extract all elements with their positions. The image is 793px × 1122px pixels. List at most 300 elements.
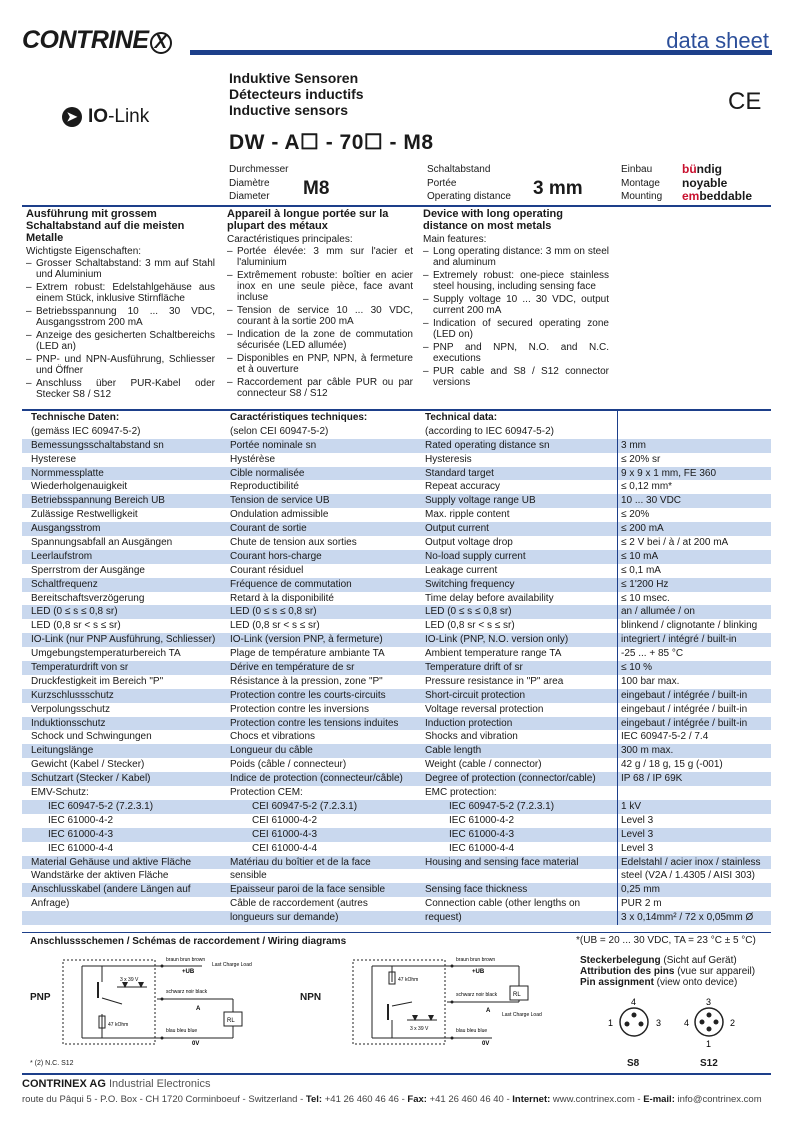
list-item: – PUR cable and S8 / S12 connector versions: [423, 366, 609, 388]
company-name: CONTRINEX AG: [22, 1078, 106, 1090]
ov-label: 0V: [192, 1041, 200, 1047]
table-cell: Output voltage drop: [425, 537, 513, 549]
list-item: – Disponibles en PNP, NPN, à fermeture et à ouverture: [227, 353, 413, 375]
table-cell: Bereitschaftsverzögerung: [31, 592, 145, 604]
table-cell: LED (0,8 sr < s ≤ sr): [425, 620, 515, 632]
pnp-diagram: [62, 952, 287, 1052]
table-cell: LED (0 ≤ s ≤ 0,8 sr): [230, 606, 317, 618]
npn-wire-brown-label: braun brun brown: [456, 957, 496, 963]
ce-mark: CE: [728, 88, 762, 115]
flush-de-b: ndig: [696, 162, 722, 176]
table-row: [22, 703, 771, 717]
divider-top: [22, 205, 771, 207]
features-en: [423, 208, 609, 390]
table-cell: CEI 61000-4-2: [252, 814, 318, 826]
zener-label: 3 x 39 V: [120, 977, 139, 983]
logo-x: X: [150, 32, 172, 54]
features-fr-title: Appareil à longue portée sur la plupart des métaux: [227, 208, 389, 232]
distance-labels: [427, 163, 511, 204]
table-cell: Induktionsschutz: [31, 717, 106, 729]
table-row: [22, 494, 771, 508]
list-item: – PNP and NPN, N.O. and N.C. executions: [423, 342, 609, 364]
table-row: [22, 522, 771, 536]
table-cell: EMC protection:: [425, 787, 497, 799]
table-cell: Degree of protection (connector/cable): [425, 773, 596, 785]
pins-de: Steckerbelegung: [580, 955, 661, 966]
title-en: Inductive sensors: [229, 102, 349, 118]
table-row: [22, 605, 771, 619]
table-row: [22, 647, 771, 661]
npn-a-label: A: [486, 1008, 491, 1014]
table-cell: steel (V2A / 1.4305 / AISI 303): [617, 869, 771, 883]
address: route du Pâqui 5 - P.O. Box - CH 1720 Corminboeuf - Switzerland -: [22, 1094, 306, 1105]
table-cell: 9 x 9 x 1 mm, FE 360: [617, 467, 771, 481]
table-cell: Tension de service UB: [230, 495, 330, 507]
table-cell: [22, 911, 226, 925]
pnp-label: PNP: [30, 992, 51, 1003]
table-cell: eingebaut / intégrée / built-in: [617, 717, 771, 731]
table-cell: Leitungslänge: [31, 745, 94, 757]
table-row: [22, 578, 771, 592]
table-cell: [617, 411, 771, 425]
company-logo: [22, 26, 172, 55]
distance-value: 3 mm: [533, 178, 583, 199]
list-item: – Tension de service 10 ... 30 VDC, courant à la sortie 200 mA: [227, 305, 413, 327]
pins-en: Pin assignment: [580, 977, 654, 988]
list-item: – Anzeige des gesicherten Schaltbereichs (LED an): [26, 330, 215, 352]
table-cell: blinkend / clignotante / blinking: [617, 619, 771, 633]
table-cell: Voltage reversal protection: [425, 703, 544, 715]
table-cell: Protection contre les courts-circuits: [230, 689, 386, 701]
table-cell: IEC 61000-4-2: [48, 814, 114, 826]
table-cell: (gemäss IEC 60947-5-2): [31, 425, 141, 437]
table-cell: 3 x 0,14mm² / 72 x 0,05mm Ø: [617, 911, 771, 925]
table-cell: Zulässige Restwelligkeit: [31, 509, 138, 521]
table-cell: Sensing face thickness: [425, 884, 528, 896]
npn-ov-label: 0V: [482, 1041, 490, 1047]
tel-label: Tel:: [305, 1094, 323, 1105]
table-cell: Indice de protection (connecteur/câble): [230, 773, 403, 785]
table-cell: IEC 60947-5-2 / 7.4: [617, 730, 771, 744]
flush-fr-b: noyable: [682, 175, 728, 190]
pin-assignment: [580, 955, 755, 988]
table-cell: Leerlaufstrom: [31, 550, 93, 562]
table-cell: CEI 60947-5-2 (7.2.3.1): [252, 800, 358, 812]
npn-load-label: Last Charge Load: [502, 1012, 542, 1018]
table-cell: Hysterese: [31, 453, 77, 465]
table-cell: CEI 61000-4-3: [252, 828, 318, 840]
distance-en: Operating distance: [427, 191, 511, 202]
diameter-de: Durchmesser: [229, 164, 289, 175]
table-cell: Edelstahl / acier inox / stainless: [617, 856, 771, 870]
list-item: – Portée élevée: 3 mm sur l'acier et l'aluminium: [227, 246, 413, 268]
table-cell: Leakage current: [425, 564, 498, 576]
features-en-intro: Main features:: [423, 234, 487, 245]
table-cell: Plage de température ambiante TA: [230, 648, 385, 660]
table-cell: Epaisseur paroi de la face sensible: [230, 884, 386, 896]
table-cell: Level 3: [617, 828, 771, 842]
table-cell: Temperaturdrift von sr: [31, 662, 129, 674]
table-row: [22, 661, 771, 675]
table-cell: ≤ 2 V bei / à / at 200 mA: [617, 536, 771, 550]
table-cell: 10 ... 30 VDC: [617, 494, 771, 508]
table-row: [22, 592, 771, 606]
table-cell: Wandstärke der aktiven Fläche: [31, 870, 169, 882]
table-cell: Fréquence de commutation: [230, 578, 352, 590]
table-cell: LED (0,8 sr < s ≤ sr): [31, 620, 121, 632]
svg-text:1: 1: [608, 1018, 614, 1028]
features-en-title: Device with long operating distance on most metals: [423, 208, 563, 232]
svg-text:1: 1: [706, 1039, 712, 1049]
table-cell: LED (0 ≤ s ≤ 0,8 sr): [31, 606, 118, 618]
npn-wire-black-label: schwarz noir black: [456, 992, 498, 998]
table-cell: Spannungsabfall an Ausgängen: [31, 537, 173, 549]
pins-fr: Attribution des pins: [580, 966, 675, 977]
table-cell: Repeat accuracy: [425, 481, 501, 493]
npn-wire-blue-label: blau bleu blue: [456, 1028, 488, 1034]
table-cell: Protection contre les inversions: [230, 703, 369, 715]
table-cell: Weight (cable / connector): [425, 759, 542, 771]
table-cell: Pressure resistance in "P" area: [425, 675, 564, 687]
mounting-en: Mounting: [621, 191, 663, 202]
table-cell: Anschlusskabel (andere Längen auf: [31, 884, 191, 896]
table-row: [22, 439, 771, 453]
wire-brown-label: braun brun brown: [166, 957, 206, 963]
table-row: [22, 675, 771, 689]
a-label: A: [196, 1006, 201, 1012]
table-row: [22, 564, 771, 578]
table-cell: Courant résiduel: [230, 564, 304, 576]
web-label: Internet:: [512, 1094, 551, 1105]
fax-label: Fax:: [407, 1094, 427, 1105]
list-item: – Betriebsspannung 10 ... 30 VDC, Ausgangsstrom 200 mA: [26, 306, 215, 328]
table-cell: request): [425, 912, 462, 924]
table-row: [22, 717, 771, 731]
rl-label: RL: [227, 1018, 235, 1024]
table-cell: Rated operating distance sn: [425, 439, 550, 451]
table-row: [22, 911, 771, 925]
s8-connector-icon: [620, 1008, 648, 1036]
table-cell: eingebaut / intégrée / built-in: [617, 703, 771, 717]
features-fr: [227, 208, 413, 401]
table-cell: longueurs sur demande): [230, 912, 339, 924]
svg-text:3: 3: [706, 997, 712, 1007]
table-cell: Ondulation admissible: [230, 509, 329, 521]
title-de: Induktive Sensoren: [229, 70, 359, 86]
resistor-label: 47 kOhm: [108, 1022, 129, 1028]
features-fr-list: [227, 246, 413, 399]
table-row: [22, 800, 771, 814]
table-row: [22, 758, 771, 772]
diameter-value: M8: [303, 178, 330, 199]
table-cell: integriert / intégré / built-in: [617, 633, 771, 647]
s8-label: S8: [627, 1058, 640, 1069]
table-cell: Wiederholgenauigkeit: [31, 481, 128, 493]
table-cell: -25 ... + 85 °C: [617, 647, 771, 661]
table-cell: Ausgangsstrom: [31, 523, 101, 535]
io-link-text-b: -Link: [108, 106, 150, 127]
table-cell: Portée nominale sn: [230, 439, 317, 451]
table-row: [22, 536, 771, 550]
table-cell: ≤ 10 mA: [617, 550, 771, 564]
npn-zener-label: 3 x 39 V: [410, 1026, 429, 1032]
table-cell: ≤ 20% sr: [617, 453, 771, 467]
table-cell: Output current: [425, 523, 489, 535]
table-row: [22, 689, 771, 703]
table-cell: 300 m max.: [617, 744, 771, 758]
table-cell: IEC 60947-5-2 (7.2.3.1): [48, 800, 154, 812]
table-cell: Courant hors-charge: [230, 550, 322, 562]
npn-label: NPN: [300, 992, 322, 1003]
divider-wiring: [22, 932, 771, 933]
features-en-list: [423, 246, 609, 388]
svg-text:3: 3: [656, 1018, 662, 1028]
table-cell: 42 g / 18 g, 15 g (-001): [617, 758, 771, 772]
load-label: Last Charge Load: [212, 962, 252, 968]
table-row: [22, 786, 771, 800]
table-cell: Schaltfrequenz: [31, 578, 98, 590]
doc-type: data sheet: [666, 28, 769, 53]
table-cell: EMV-Schutz:: [31, 787, 89, 799]
table-cell: 100 bar max.: [617, 675, 771, 689]
table-cell: Protection CEM:: [230, 787, 303, 799]
table-cell: ≤ 0,1 mA: [617, 564, 771, 578]
table-cell: Technical data:: [425, 412, 498, 423]
pins-de-note: (Sicht auf Gerät): [660, 955, 737, 966]
table-cell: IP 68 / IP 69K: [617, 772, 771, 786]
table-cell: eingebaut / intégrée / built-in: [617, 689, 771, 703]
table-cell: Anfrage): [31, 898, 70, 910]
table-cell: IEC 60947-5-2 (7.2.3.1): [449, 800, 555, 812]
table-cell: Connection cable (other lengths on: [425, 898, 581, 910]
list-item: – PNP- und NPN-Ausführung, Schliesser und Öffner: [26, 354, 215, 376]
table-cell: Poids (câble / connecteur): [230, 759, 347, 771]
wire-black-label: schwarz noir black: [166, 989, 208, 995]
table-cell: Betriebsspannung Bereich UB: [31, 495, 165, 507]
table-cell: (selon CEI 60947-5-2): [230, 425, 329, 437]
features-de: [26, 208, 215, 402]
svg-text:4: 4: [684, 1018, 690, 1028]
footer-company: [22, 1078, 210, 1090]
table-row: [22, 730, 771, 744]
table-cell: Supply voltage range UB: [425, 495, 536, 507]
table-cell: Hysteresis: [425, 453, 472, 465]
table-row: [22, 411, 771, 425]
s12-connector-icon: [695, 1008, 723, 1036]
table-cell: Résistance à la pression, zone "P": [230, 675, 383, 687]
pins-fr-note: (vue sur appareil): [674, 966, 756, 977]
table-cell: [423, 869, 617, 883]
table-row: [22, 869, 771, 883]
table-row: [22, 897, 771, 911]
tech-data-table: [22, 411, 771, 925]
table-cell: Verpolungsschutz: [31, 703, 110, 715]
table-cell: Retard à la disponibilité: [230, 592, 334, 604]
table-cell: Housing and sensing face material: [425, 856, 579, 868]
table-cell: IEC 61000-4-4: [449, 842, 515, 854]
table-row: [22, 425, 771, 439]
mail-label: E-mail:: [643, 1094, 675, 1105]
list-item: – Indication of secured operating zone (LED on): [423, 318, 609, 340]
table-cell: No-load supply current: [425, 550, 526, 562]
features-de-title: Ausführung mit grossem Schaltabstand auf die meisten Metalle: [26, 208, 185, 244]
footer-divider: [22, 1073, 771, 1075]
table-cell: IO-Link (version PNP, à fermeture): [230, 634, 383, 646]
table-cell: (according to IEC 60947-5-2): [425, 425, 554, 437]
table-cell: [617, 425, 771, 439]
table-cell: IEC 61000-4-4: [48, 842, 114, 854]
list-item: – Extremely robust: one-piece stainless steel housing, including sensing face: [423, 270, 609, 292]
mounting-value: [682, 163, 752, 204]
table-cell: Max. ripple content: [425, 509, 510, 521]
table-cell: ≤ 200 mA: [617, 522, 771, 536]
table-cell: IO-Link (PNP, N.O. version only): [425, 634, 569, 646]
table-cell: Ambient temperature range TA: [425, 648, 562, 660]
flush-en-a: em: [682, 189, 700, 203]
company-division: Industrial Electronics: [105, 1078, 211, 1090]
svg-text:4: 4: [631, 997, 637, 1007]
mounting-labels: [621, 163, 662, 204]
table-cell: Cable length: [425, 745, 482, 757]
npn-ub-label: +UB: [472, 969, 485, 975]
list-item: – Raccordement par câble PUR ou par connecteur S8 / S12: [227, 377, 413, 399]
table-cell: LED (0,8 sr < s ≤ sr): [230, 620, 320, 632]
footer-contact: [22, 1094, 762, 1105]
table-cell: Schutzart (Stecker / Kabel): [31, 773, 151, 785]
list-item: – Long operating distance: 3 mm on steel and aluminum: [423, 246, 609, 268]
table-row: [22, 453, 771, 467]
wire-blue-label: blau bleu blue: [166, 1028, 198, 1034]
table-cell: Kurzschlussschutz: [31, 689, 114, 701]
table-cell: Cible normalisée: [230, 467, 305, 479]
table-row: [22, 842, 771, 856]
email-link[interactable]: info@contrinex.com: [674, 1094, 762, 1105]
table-row: [22, 814, 771, 828]
table-cell: 0,25 mm: [617, 883, 771, 897]
table-cell: ≤ 10 msec.: [617, 592, 771, 606]
table-cell: Level 3: [617, 814, 771, 828]
table-row: [22, 550, 771, 564]
table-cell: ≤ 10 %: [617, 661, 771, 675]
s12-label: S12: [700, 1058, 718, 1069]
io-link-text: IO: [88, 106, 109, 127]
table-cell: Umgebungstemperaturbereich TA: [31, 648, 181, 660]
list-item: – Supply voltage 10 ... 30 VDC, output current 200 mA: [423, 294, 609, 316]
table-cell: 3 mm: [617, 439, 771, 453]
table-cell: Chute de tension aux sorties: [230, 537, 357, 549]
table-cell: Sperrstrom der Ausgänge: [31, 564, 145, 576]
io-link-logo: [62, 106, 149, 128]
website-link[interactable]: www.contrinex.com -: [550, 1094, 644, 1105]
table-cell: Normmessplatte: [31, 467, 104, 479]
table-cell: Câble de raccordement (autres: [230, 898, 368, 910]
table-cell: Induction protection: [425, 717, 513, 729]
table-row: [22, 856, 771, 870]
table-cell: Material Gehäuse und aktive Fläche: [31, 856, 192, 868]
table-cell: IEC 61000-4-3: [48, 828, 114, 840]
table-cell: PUR 2 m: [617, 897, 771, 911]
ub-note: *(UB = 20 ... 30 VDC, TA = 23 °C ± 5 °C): [576, 935, 756, 946]
features-de-intro: Wichtigste Eigenschaften:: [26, 246, 142, 257]
npn-rl-label: RL: [513, 992, 521, 998]
distance-de: Schaltabstand: [427, 164, 491, 175]
table-cell: Switching frequency: [425, 578, 515, 590]
table-row: [22, 883, 771, 897]
table-cell: IEC 61000-4-3: [449, 828, 515, 840]
list-item: – Anschluss über PUR-Kabel oder Stecker S8 / S12: [26, 378, 215, 400]
table-cell: Technische Daten:: [31, 412, 120, 423]
table-cell: Hystérèse: [230, 453, 276, 465]
table-cell: Reproductibilité: [230, 481, 299, 493]
flush-en-b: beddable: [699, 189, 753, 203]
table-cell: Temperature drift of sr: [425, 662, 523, 674]
table-cell: ≤ 0,12 mm*: [617, 480, 771, 494]
npn-resistor-label: 47 kOhm: [398, 977, 419, 983]
table-cell: Longueur du câble: [230, 745, 313, 757]
product-titles: [229, 70, 364, 118]
table-row: [22, 619, 771, 633]
table-row: [22, 828, 771, 842]
npn-diagram: [352, 952, 577, 1052]
io-link-icon: ➤: [62, 107, 82, 127]
diagram-footnote: * (2) N.C. S12: [30, 1060, 74, 1067]
table-cell: [617, 786, 771, 800]
list-item: – Extrem robust: Edelstahlgehäuse aus einem Stück, inklusive Stirnfläche: [26, 282, 215, 304]
table-cell: Short-circuit protection: [425, 689, 526, 701]
logo-text: CONTRINE: [22, 26, 149, 54]
features-de-list: [26, 258, 215, 400]
table-row: [22, 633, 771, 647]
distance-fr: Portée: [427, 177, 457, 189]
table-row: [22, 508, 771, 522]
connector-pinouts: [600, 995, 760, 1055]
table-row: [22, 744, 771, 758]
pins-en-note: (view onto device): [653, 977, 738, 988]
table-cell: an / allumée / on: [617, 605, 771, 619]
mounting-fr: Montage: [621, 177, 660, 189]
table-cell: IEC 61000-4-2: [449, 814, 515, 826]
table-cell: 1 kV: [617, 800, 771, 814]
table-cell: CEI 61000-4-4: [252, 842, 318, 854]
table-cell: Bemessungsschaltabstand sn: [31, 439, 164, 451]
title-fr: Détecteurs inductifs: [229, 86, 364, 102]
table-cell: Standard target: [425, 467, 494, 479]
list-item: – Indication de la zone de commutation sécurisée (LED allumée): [227, 329, 413, 351]
tel: +41 26 460 46 46 -: [322, 1094, 408, 1105]
table-cell: Druckfestigkeit im Bereich "P": [31, 675, 164, 687]
table-row: [22, 772, 771, 786]
model-number: DW - A☐ - 70☐ - M8: [229, 131, 434, 154]
table-cell: Schock und Schwingungen: [31, 731, 152, 743]
table-cell: ≤ 1'200 Hz: [617, 578, 771, 592]
diameter-labels: [229, 163, 288, 204]
table-cell: ≤ 20%: [617, 508, 771, 522]
table-cell: Level 3: [617, 842, 771, 856]
table-cell: Time delay before availability: [425, 592, 554, 604]
mounting-de: Einbau: [621, 164, 653, 175]
table-cell: Gewicht (Kabel / Stecker): [31, 759, 145, 771]
table-cell: Caractéristiques techniques:: [230, 412, 368, 423]
diameter-en: Diameter: [229, 191, 270, 202]
list-item: – Extrêmement robuste: boîtier en acier inox en une seule pièce, face avant incluse: [227, 270, 413, 303]
table-cell: Protection contre les tensions induites: [230, 717, 399, 729]
list-item: – Grosser Schaltabstand: 3 mm auf Stahl und Aluminium: [26, 258, 215, 280]
table-cell: Courant de sortie: [230, 523, 307, 535]
diameter-fr: Diamètre: [229, 177, 270, 189]
table-cell: Dérive en température de sr: [230, 662, 355, 674]
fax: +41 26 460 46 40 -: [426, 1094, 513, 1105]
table-cell: LED (0 ≤ s ≤ 0,8 sr): [425, 606, 512, 618]
